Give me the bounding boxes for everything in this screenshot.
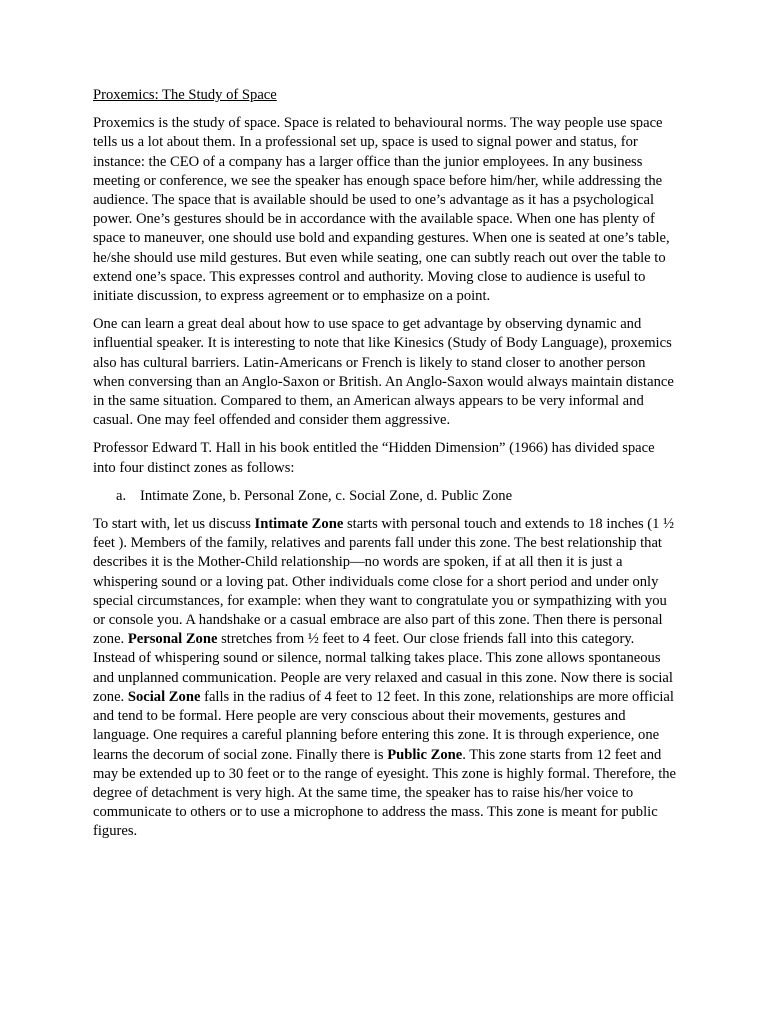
list-marker: a. <box>116 487 127 504</box>
paragraph-proxemics-definition: Proxemics is the study of space. Space is related to behavioural norms. The way people use space tells us a lot about them. In a professional set up, space is used to signal power and status, for instance: the CEO of a company has a larger office than the junior employees. In any business meeting or conference, we see the speaker has enough space before him/her, while addressing the audience. The space that is available should be used to one’s advantage as it has a psychological power. One’s gestures should be in accordance with the available space. When one has plenty of space to maneuver, one should use bold and expanding gestures. When one is seated at one’s table, he/she should use mild gestures. But even while seating, one can subtly reach out over the table to extend one’s space. This expresses control and authority. Moving close to audience is useful to initiate discussion, to express agreement or to emphasize on a point. <box>93 115 670 305</box>
text-segment: To start with, let us discuss <box>93 516 255 533</box>
list-item-zones: Intimate Zone, b. Personal Zone, c. Social Zone, d. Public Zone <box>140 487 513 504</box>
paragraph-cultural-barriers: One can learn a great deal about how to use space to get advantage by observing dynamic and influential speaker. It is interesting to note that like Kinesics (Study of Body Language), proxemics also has cultural barriers. Latin-Americans or French is likely to stand closer to another person when conversing than an Anglo-Saxon or British. An Anglo-Saxon would always maintain distance in the same situation. Compared to them, an American always appears to be very informal and casual. One may feel offended and consider them aggressive. <box>93 316 674 429</box>
text-segment: falls in the radius of 4 feet to 12 feet. In this zone, relationships are more official and tend to be formal. Here people are very conscious about their movements, gestures and language. One requires a careful planning before entering this zone. It is through experience, one learns the decorum of social zone. Finally there is <box>93 688 674 763</box>
paragraph-hall-zones-intro: Professor Edward T. Hall in his book entitled the “Hidden Dimension” (1966) has divided space into four distinct zones as follows: <box>93 440 655 476</box>
document-title: Proxemics: The Study of Space <box>93 87 277 103</box>
bold-social-zone: Social Zone <box>127 688 201 705</box>
text-segment: . This zone starts from 12 feet and may be extended up to 30 feet or to the range of eyesight. This zone is highly formal. Therefore, the degree of detachment is very high. At the same time, the speaker has to raise his/her voice to communicate to others or to use a microphone to address the mass. This zone is meant for public figures. <box>93 746 677 840</box>
text-segment: starts with personal touch and extends to 18 inches (1 ½ feet ). Members of the family, relatives and parents fall under this zone. The best relationship that describes it is the Mother-Child relationship—no words are spoken, if at all then it is just a whispering sound or a loving pat. Other individuals come close for a short period and under only special circumstances, for example: when they want to congratulate you or sympathizing with you or console you. A handshake or a casual embrace are also part of this zone. Then there is personal zone. <box>93 516 675 648</box>
paragraph-zones-description <box>93 515 677 841</box>
bold-intimate-zone: Intimate Zone <box>254 516 344 533</box>
text-segment: stretches from ½ feet to 4 feet. Our close friends fall into this category. Instead of whispering sound or silence, normal talking takes place. This zone allows spontaneous and unplanned communication. People are very relaxed and casual in this zone. Now there is social zone. <box>93 631 673 705</box>
bold-personal-zone: Personal Zone <box>127 631 218 648</box>
zones-list <box>93 487 677 506</box>
document-page <box>93 86 677 851</box>
bold-public-zone: Public Zone <box>387 746 463 763</box>
